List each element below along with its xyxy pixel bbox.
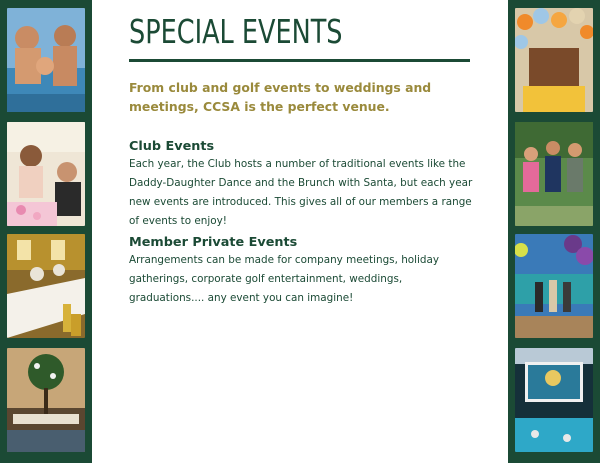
photo-ballroom-with-floral-centerpiece bbox=[7, 348, 85, 452]
content-page bbox=[92, 0, 508, 463]
photo-golfers-on-course bbox=[515, 122, 593, 226]
photo-banquet-hall-table-setting bbox=[7, 234, 85, 338]
club-events-heading: Club Events bbox=[129, 139, 215, 154]
club-events-body: Each year, the Club hosts a number of traditional events like the Daddy-Daughter Dance and the Brunch with Santa, but each year new events are introduced. This gives all of our members a range of events to enjoy! bbox=[129, 158, 473, 227]
member-private-events-body: Arrangements can be made for company meetings, holiday gatherings, corporate golf entertainment, weddings, graduations.... any event you can imagine! bbox=[129, 254, 440, 304]
photo-balloon-party-display bbox=[515, 8, 593, 112]
title-divider bbox=[129, 59, 470, 62]
intro-text: From club and golf events to weddings and meetings, CCSA is the perfect venue. bbox=[129, 80, 432, 114]
photo-outdoor-movie-screen bbox=[515, 348, 593, 452]
photo-kids-by-pool bbox=[7, 8, 85, 112]
photo-women-at-brunch-table bbox=[7, 122, 85, 226]
page-title: SPECIAL EVENTS bbox=[129, 12, 343, 51]
photo-party-with-purple-balloons bbox=[515, 234, 593, 338]
member-private-events-heading: Member Private Events bbox=[129, 235, 298, 250]
left-photo-strip bbox=[0, 0, 92, 463]
right-photo-strip bbox=[508, 0, 600, 463]
